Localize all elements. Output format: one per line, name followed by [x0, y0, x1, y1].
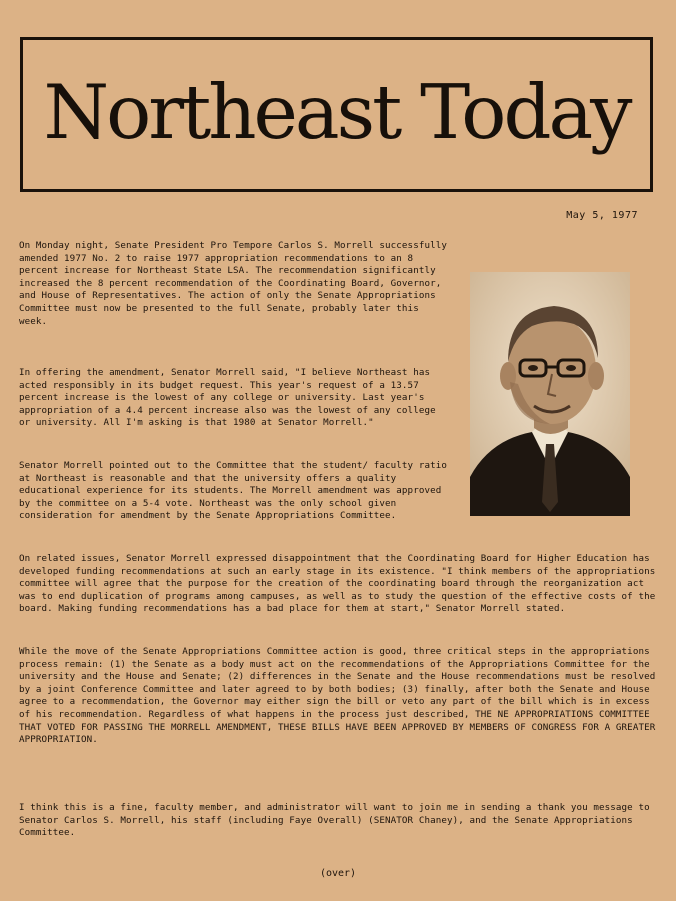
senator-portrait-photo: [470, 272, 630, 516]
masthead-box: [20, 37, 653, 192]
paragraph-5: While the move of the Senate Appropriations Committee action is good, three critical steps in the appropriations process remain: (1) the Senate as a body must act on the recommendations of the Appropriations Committee for the university and the House and Senate; (2) differences in the Senate and the House recommendations must be resolved by a joint Conference Committee and later agreed to by both bodies; (3) finally, after both the Senate and House agree to a recommendation, the Governor may either sign the bill or veto any part of the bill which is in excess of his recommendation. Regardless of what happens in the process just described, THE NE APPROPRIATIONS COMMITTEE THAT VOTED FOR PASSING THE MORRELL AMENDMENT, THESE BILLS HAVE BEEN APPROVED BY MEMBERS OF CONGRESS FOR A GREATER APPROPRIATION.: [19, 646, 656, 746]
paragraph-1: On Monday night, Senate President Pro Tempore Carlos S. Morrell successfully amended 1977 No. 2 to raise 1977 appropriation recommendations to an 8 percent increase for Northeast State LSA. The recommendation significantly increased the 8 percent recommendation of the Coordinating Board, Governor, and House of Representatives. The action of only the Senate Appropriations Committee must now be presented to the full Senate, probably later this week.: [19, 240, 447, 327]
paragraph-2: In offering the amendment, Senator Morrell said, "I believe Northeast has acted responsibly in its budget request. This year's request of a 13.57 percent increase is the lowest of any college or university. Last year's appropriation of a 4.4 percent increase also was the lowest of any college or university. All I'm asking is that 1980 at Senator Morrell.": [19, 367, 436, 429]
issue-date: May 5, 1977: [566, 210, 638, 221]
masthead-title: Northeast Today: [43, 68, 630, 156]
portrait-illustration: [470, 272, 630, 516]
paragraph-4: On related issues, Senator Morrell expressed disappointment that the Coordinating Board for Higher Education has developed funding recommendations at such an early stage in its existence. "I think members of the appropriations committee will agree that the purpose for the creation of the coordinating board through the reorganization act was to end duplication of programs among campuses, as well as to study the question of the effective costs of the board. Making funding recommendations has a bad place for them at start," Senator Morrell stated.: [19, 553, 656, 615]
page-continuation-marker: (over): [319, 868, 357, 879]
paragraph-6: I think this is a fine, faculty member, and administrator will want to join me in sending a thank you message to Senator Carlos S. Morrell, his staff (including Faye Overall) (SENATOR Chaney), and the Senate Appropriations Committee.: [19, 802, 650, 839]
paragraph-3: Senator Morrell pointed out to the Committee that the student/ faculty ratio at Northeast is reasonable and that the university offers a quality educational experience for its students. The Morrell amendment was approved by the committee on a 5-4 vote. Northeast was the only school given consideration for amendment by the Senate Appropriations Committee.: [19, 460, 447, 522]
